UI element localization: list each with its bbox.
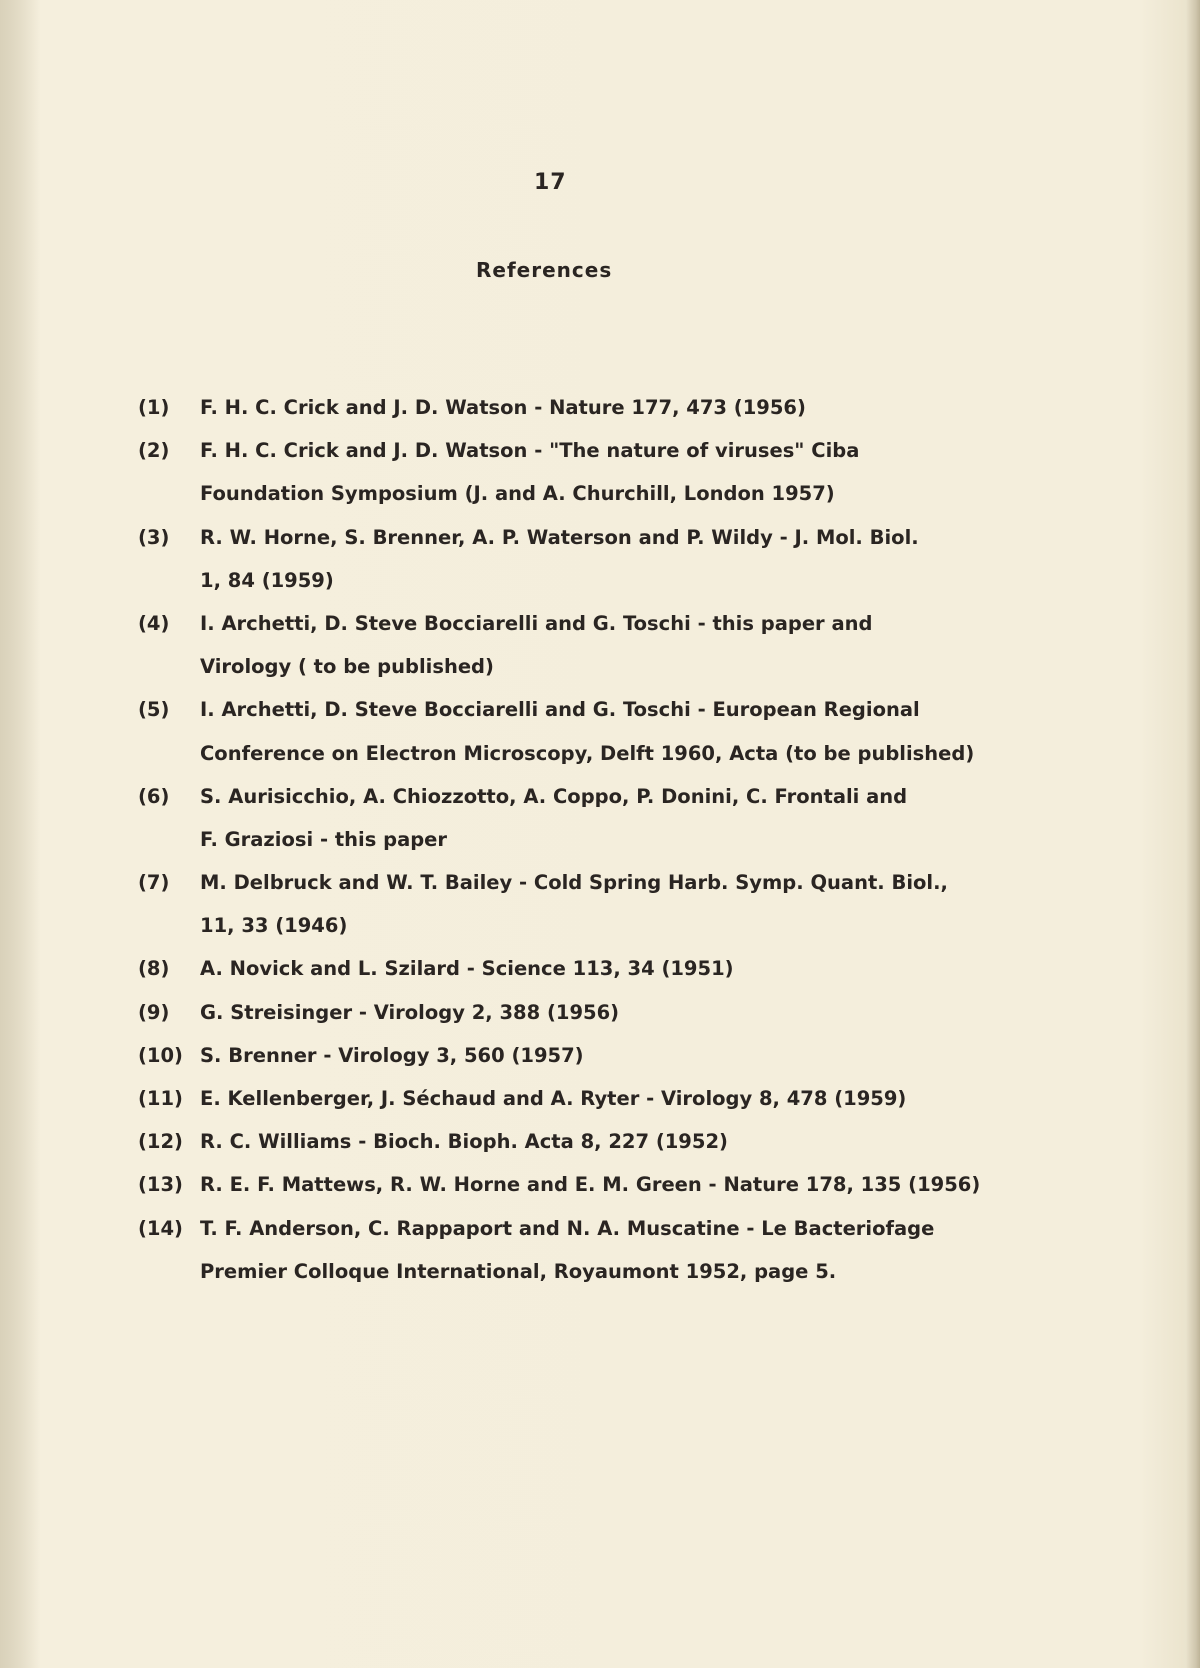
reference-text: I. Archetti, D. Steve Bocciarelli and G. Toschi - this paper and (200, 611, 873, 635)
reference-line (138, 1120, 1138, 1163)
reference-text: Conference on Electron Microscopy, Delft 1960, Acta (to be published) (200, 741, 975, 765)
reference-text: S. Brenner - Virology 3, 560 (1957) (200, 1043, 584, 1067)
reference-line (138, 1163, 1138, 1206)
reference-line (138, 1034, 1138, 1077)
reference-number: (10) (138, 1043, 183, 1067)
references-list (138, 386, 1138, 1293)
reference-line (138, 429, 1138, 472)
reference-text: R. W. Horne, S. Brenner, A. P. Waterson and P. Wildy - J. Mol. Biol. (200, 525, 919, 549)
reference-text: G. Streisinger - Virology 2, 388 (1956) (200, 1000, 620, 1024)
reference-line (138, 472, 1138, 515)
reference-line (138, 645, 1138, 688)
reference-line (138, 904, 1138, 947)
reference-number: (3) (138, 525, 170, 549)
reference-number: (6) (138, 784, 170, 808)
reference-line (138, 861, 1138, 904)
reference-text: Foundation Symposium (J. and A. Churchill, London 1957) (200, 482, 835, 506)
reference-text: Virology ( to be published) (200, 655, 494, 679)
reference-number: (12) (138, 1130, 183, 1154)
reference-text: 1, 84 (1959) (200, 568, 334, 592)
reference-number: (2) (138, 439, 170, 463)
reference-line (138, 818, 1138, 861)
reference-number: (9) (138, 1000, 170, 1024)
reference-text: T. F. Anderson, C. Rappaport and N. A. Muscatine - Le Bacteriofage (200, 1216, 935, 1240)
reference-text: M. Delbruck and W. T. Bailey - Cold Spring Harb. Symp. Quant. Biol., (200, 871, 948, 895)
page-number: 17 (534, 170, 567, 195)
reference-line (138, 516, 1138, 559)
reference-line (138, 386, 1138, 429)
reference-line (138, 947, 1138, 990)
reference-text: F. H. C. Crick and J. D. Watson - Nature 177, 473 (1956) (200, 396, 806, 419)
reference-text: R. C. Williams - Bioch. Bioph. Acta 8, 227 (1952) (200, 1130, 728, 1154)
reference-line (138, 602, 1138, 645)
reference-line (138, 775, 1138, 818)
spine-shadow (0, 0, 40, 1668)
reference-number: (14) (138, 1216, 183, 1240)
references-heading: References (476, 258, 613, 282)
reference-line (138, 732, 1138, 775)
reference-text: A. Novick and L. Szilard - Science 113, 34 (1951) (200, 957, 734, 981)
reference-line (138, 688, 1138, 731)
reference-text: F. H. C. Crick and J. D. Watson - "The nature of viruses" Ciba (200, 439, 860, 463)
reference-line (138, 991, 1138, 1034)
reference-text: F. Graziosi - this paper (200, 827, 448, 851)
reference-line (138, 1077, 1138, 1120)
reference-number: (5) (138, 698, 170, 722)
reference-text: I. Archetti, D. Steve Bocciarelli and G. Toschi - European Regional (200, 698, 920, 722)
reference-text: 11, 33 (1946) (200, 914, 348, 938)
reference-number: (8) (138, 957, 170, 981)
reference-number: (7) (138, 871, 170, 895)
reference-text: S. Aurisicchio, A. Chiozzotto, A. Coppo, P. Donini, C. Frontali and (200, 784, 908, 808)
reference-number: (4) (138, 611, 170, 635)
reference-text: R. E. F. Mattews, R. W. Horne and E. M. Green - Nature 178, 135 (1956) (200, 1173, 981, 1197)
reference-line (138, 1250, 1138, 1293)
reference-line (138, 559, 1138, 602)
reference-number: (13) (138, 1173, 183, 1197)
reference-number: (11) (138, 1087, 183, 1110)
page-edge (1186, 0, 1200, 1668)
reference-text: E. Kellenberger, J. Séchaud and A. Ryter - Virology 8, 478 (1959) (200, 1087, 907, 1110)
reference-line (138, 1207, 1138, 1250)
reference-text: Premier Colloque International, Royaumont 1952, page 5. (200, 1259, 837, 1283)
reference-number: (1) (138, 396, 170, 419)
